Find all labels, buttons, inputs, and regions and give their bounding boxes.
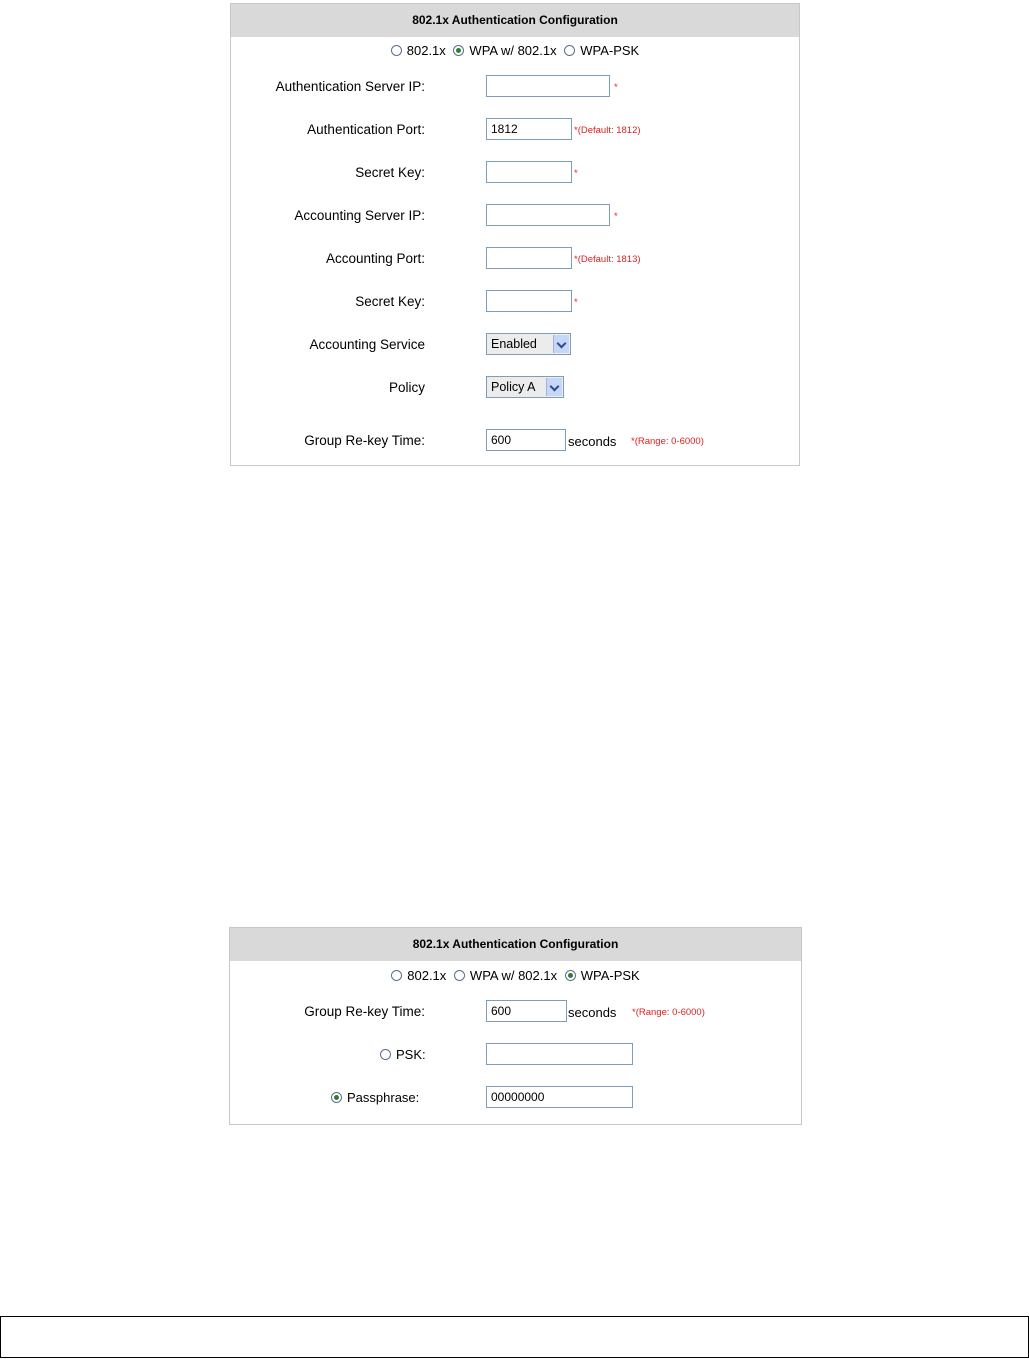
mode-wpa-8021x-label: WPA w/ 802.1x [469, 968, 558, 983]
acct-secret-row [231, 290, 799, 314]
acct-port-label: Accounting Port: [325, 251, 425, 266]
auth-server-ip-input[interactable] [486, 75, 610, 97]
rekey-range-note: *(Range: 0-6000) [632, 1007, 705, 1018]
mode-wpa-psk-option[interactable] [565, 968, 640, 983]
rekey-row [231, 429, 799, 453]
passphrase-option[interactable] [331, 1090, 419, 1105]
acct-secret-required: * [574, 297, 578, 308]
mode-wpa-8021x-radio[interactable] [454, 970, 465, 981]
passphrase-label: Passphrase: [347, 1090, 420, 1105]
auth-server-ip-row [231, 75, 799, 99]
auth-port-label: Authentication Port: [307, 122, 425, 137]
acct-server-ip-label: Accounting Server IP: [294, 208, 425, 223]
mode-8021x-radio[interactable] [391, 45, 402, 56]
acct-service-value: Enabled [491, 337, 537, 351]
auth-secret-row [231, 161, 799, 185]
acct-server-ip-required: * [614, 211, 618, 222]
auth-port-input[interactable] [486, 118, 572, 140]
acct-service-label: Accounting Service [309, 337, 425, 352]
mode-8021x-radio[interactable] [391, 970, 402, 981]
mode-wpa-8021x-radio[interactable] [453, 45, 464, 56]
auth-secret-label: Secret Key: [355, 165, 425, 180]
acct-port-row [231, 247, 799, 271]
mode-wpa-8021x-option[interactable] [453, 43, 556, 58]
rekey-label: Group Re-key Time: [304, 1004, 425, 1019]
passphrase-row [230, 1086, 801, 1110]
mode-wpa-psk-radio[interactable] [565, 970, 576, 981]
rekey-input[interactable] [486, 1000, 567, 1022]
acct-server-ip-row [231, 204, 799, 228]
acct-server-ip-input[interactable] [486, 204, 610, 226]
rekey-range-note: *(Range: 0-6000) [631, 436, 704, 447]
auth-mode-group [231, 43, 799, 59]
chevron-down-icon[interactable] [546, 378, 562, 396]
auth-port-note: *(Default: 1812) [574, 125, 641, 136]
acct-port-input[interactable] [486, 247, 572, 269]
mode-8021x-label: 802.1x [407, 968, 447, 983]
rekey-row [230, 1000, 801, 1024]
psk-label: PSK: [396, 1047, 426, 1062]
rekey-unit: seconds [568, 434, 617, 449]
passphrase-input[interactable] [486, 1086, 633, 1108]
policy-label: Policy [388, 380, 425, 395]
footer-box [0, 1316, 1029, 1358]
psk-row [230, 1043, 801, 1067]
acct-service-select[interactable] [486, 333, 571, 355]
acct-port-note: *(Default: 1813) [574, 254, 641, 265]
mode-wpa-8021x-label: WPA w/ 802.1x [469, 43, 557, 58]
auth-config-panel-wpa [230, 3, 800, 466]
policy-select[interactable] [486, 376, 564, 398]
passphrase-radio[interactable] [331, 1092, 342, 1103]
psk-option[interactable] [380, 1047, 426, 1062]
auth-server-ip-required: * [614, 82, 618, 93]
mode-wpa-8021x-option[interactable] [454, 968, 557, 983]
rekey-label: Group Re-key Time: [304, 433, 425, 448]
auth-secret-input[interactable] [486, 161, 572, 183]
mode-wpa-psk-radio[interactable] [564, 45, 575, 56]
auth-secret-required: * [574, 168, 578, 179]
rekey-unit: seconds [568, 1005, 617, 1020]
acct-secret-label: Secret Key: [355, 294, 425, 309]
mode-wpa-psk-option[interactable] [564, 43, 639, 58]
chevron-down-icon[interactable] [553, 335, 569, 353]
auth-config-panel-psk [229, 927, 802, 1125]
auth-port-row [231, 118, 799, 142]
psk-radio[interactable] [380, 1049, 391, 1060]
mode-wpa-psk-label: WPA-PSK [580, 968, 640, 983]
panel-title: 802.1x Authentication Configuration [230, 928, 801, 961]
acct-service-row [231, 333, 799, 357]
policy-row [231, 376, 799, 400]
acct-secret-input[interactable] [486, 290, 572, 312]
psk-input[interactable] [486, 1043, 633, 1065]
panel-title: 802.1x Authentication Configuration [231, 4, 799, 37]
mode-8021x-label: 802.1x [406, 43, 446, 58]
auth-mode-group [230, 968, 801, 984]
mode-8021x-option[interactable] [391, 968, 446, 983]
policy-value: Policy A [491, 380, 536, 394]
mode-wpa-psk-label: WPA-PSK [580, 43, 640, 58]
auth-server-ip-label: Authentication Server IP: [275, 79, 425, 94]
mode-8021x-option[interactable] [391, 43, 446, 58]
rekey-input[interactable] [486, 429, 566, 451]
